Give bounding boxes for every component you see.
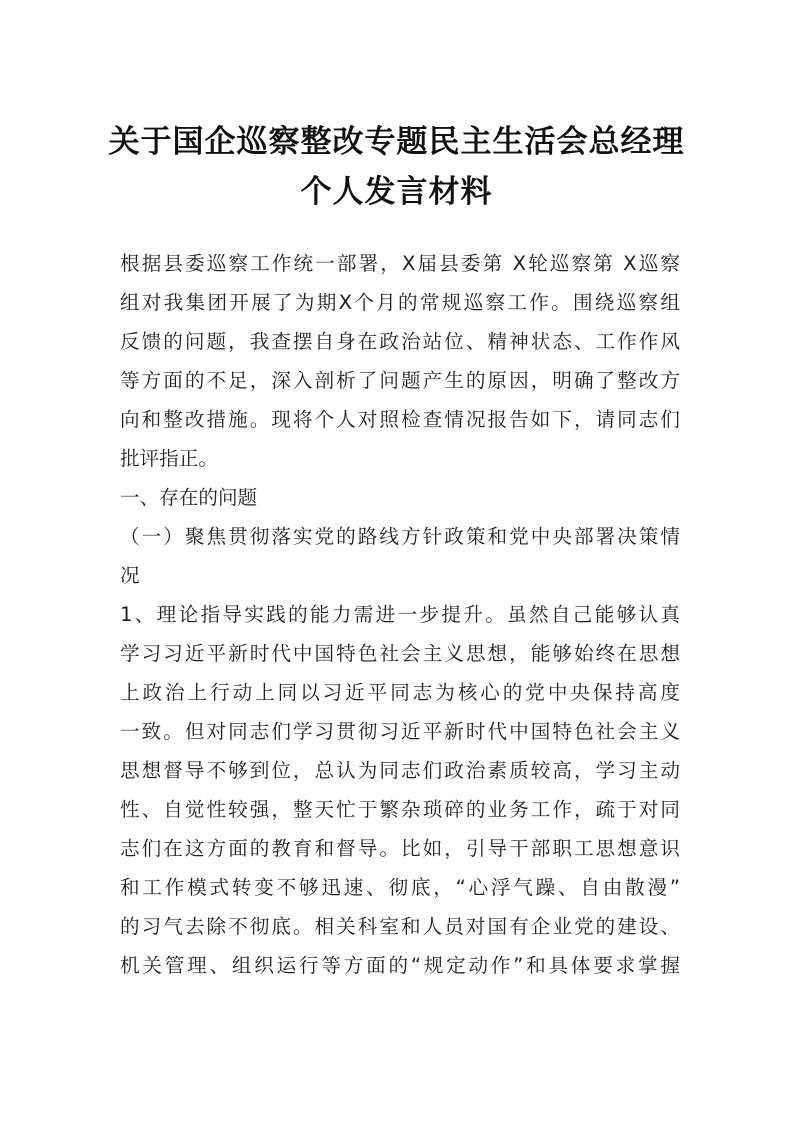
document-title-line-2: 个人发言材料 — [300, 174, 493, 210]
document-title-line-1: 关于国企巡察整改专题民主生活会总经理 — [108, 124, 685, 160]
paragraph-line: 上政治上行动上同以习近平同志为核心的党中央保持高度 — [120, 681, 680, 704]
paragraph-line: 性、自觉性较强，整天忙于繁杂琐碎的业务工作，疏于对同 — [120, 798, 680, 821]
paragraph-line: 的习气去除不彻底。相关科室和人员对国有企业党的建设、 — [120, 915, 680, 938]
document-body — [120, 244, 680, 985]
paragraph-line: 思想督导不够到位，总认为同志们政治素质较高，学习主动 — [120, 759, 680, 782]
paragraph-line: 根据县委巡察工作统一部署，X届县委第 X轮巡察第 X巡察 — [120, 252, 680, 275]
paragraph-line: 机关管理、组织运行等方面的“规定动作”和具体要求掌握 — [120, 954, 680, 977]
paragraph-line: 志们在这方面的教育和督导。比如，引导干部职工思想意识 — [120, 837, 680, 860]
paragraph-line: 1、理论指导实践的能力需进一步提升。虽然自己能够认真 — [120, 603, 680, 626]
paragraph-line: 一致。但对同志们学习贯彻习近平新时代中国特色社会主义 — [120, 720, 680, 743]
paragraph-line: 向和整改措施。现将个人对照检查情况报告如下，请同志们 — [120, 408, 680, 431]
subsection-heading: （一）聚焦贯彻落实党的路线方针政策和党中央部署决策情 — [120, 525, 680, 548]
paragraph-line: 组对我集团开展了为期X个月的常规巡察工作。围绕巡察组 — [120, 291, 680, 314]
paragraph-line: 等方面的不足，深入剖析了问题产生的原因，明确了整改方 — [120, 369, 680, 392]
paragraph-line: 学习习近平新时代中国特色社会主义思想，能够始终在思想 — [120, 642, 680, 665]
subsection-heading: 况 — [120, 564, 140, 587]
paragraph-line: 和工作模式转变不够迅速、彻底，“心浮气躁、自由散漫” — [120, 876, 680, 899]
section-heading: 一、存在的问题 — [120, 486, 258, 509]
paragraph-line: 批评指正。 — [120, 447, 218, 470]
paragraph-line: 反馈的问题，我查摆自身在政治站位、精神状态、工作作风 — [120, 330, 680, 353]
